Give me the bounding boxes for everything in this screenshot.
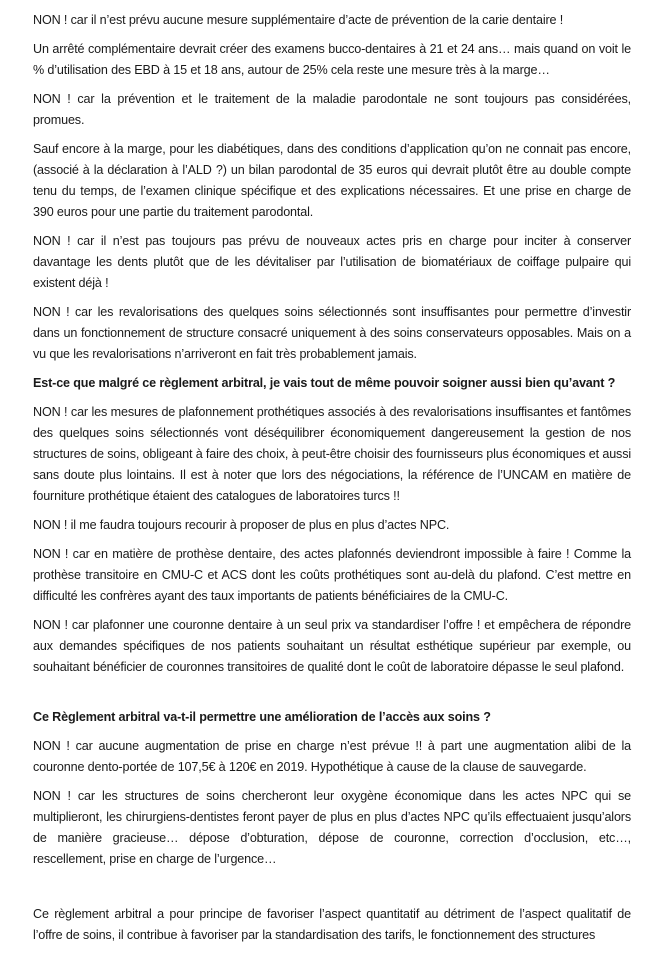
blank-line [33,878,631,904]
section-heading-acces-soins: Ce Règlement arbitral va-t-il permettre une amélioration de l’accès aux soins ? [33,710,491,724]
paragraph-conclusion: Ce règlement arbitral a pour principe de favoriser l’aspect quantitatif au détriment de l’aspect qualitatif de l’offre de soins, il contribue à favoriser par la standardisation des tarifs, le fonctionnement des structures [33,907,631,942]
paragraph-structures-oxygene: NON ! car les structures de soins chercheront leur oxygène économique dans les actes NPC qui se multiplieront, les chirurgiens-dentistes feront payer de plus en plus d’actes NPC qu’ils effectuaient jusqu’alors de manière gracieuse… dépose d’obturation, dépose de couronne, correction d’occlusion, etc…, rescellement, prise en charge de l’urgence… [33,789,631,866]
document-page [33,10,631,954]
paragraph-diabetiques-bilan: Sauf encore à la marge, pour les diabétiques, dans des conditions d’application qu’on ne connait pas encore, (associé à la déclaration à l’ALD ?) un bilan parodontal de 35 euros qui devrait plutôt être au double compte tenu du temps, de l’examen clinique spécifique et des explications nécessaires. Et une prise en charge de 390 euros pour une partie du traitement parodontal. [33,142,631,219]
paragraph-couronne-plafond: NON ! car plafonner une couronne dentaire à un seul prix va standardiser l’offre ! et empêchera de répondre aux demandes spécifiques de nos patients souhaitant un résultat esthétique supérieur par exemple, ou souhaitant bénéficier de couronnes transitoires de qualité dont le coût de laboratoire dépasse le seul plafond. [33,618,631,674]
blank-line [33,686,631,707]
paragraph-coiffage-pulpaire: NON ! car il n’est pas toujours pas prévu de nouveaux actes pris en charge pour inciter à conserver davantage les dents plutôt que de les dévitaliser par l’utilisation de biomatériaux de coiffage pulpaire qui existent déjà ! [33,234,631,290]
paragraph-prevention-carie: NON ! car il n’est prévu aucune mesure supplémentaire d’acte de prévention de la carie dentaire ! [33,13,564,27]
paragraph-examens-bucco-dentaires: Un arrêté complémentaire devrait créer des examens bucco-dentaires à 21 et 24 ans… mais quand on voit le % d’utilisation des EBD à 15 et 18 ans, autour de 25% cela reste une mesure très à la marge… [33,42,631,77]
paragraph-prothese-dentaire: NON ! car en matière de prothèse dentaire, des actes plafonnés deviendront impossible à faire ! Comme la prothèse transitoire en CMU-C et ACS dont les coûts prothétiques sont au-delà du plafond. C’est mettre en difficulté les confrères ayant des taux importants de patients bénéficiaires de la CMU-C. [33,547,631,603]
paragraph-maladie-parodontale: NON ! car la prévention et le traitement de la maladie parodontale ne sont toujours pas considérées, promues. [33,92,631,127]
paragraph-plafonnement-prothetique: NON ! car les mesures de plafonnement prothétiques associés à des revalorisations insuffisantes et fantômes des quelques soins sélectionnés vont déséquilibrer économiquement dangereusement la gestion de nos structures de soins, obligeant à faire des choix, à peut-être choisir des fournisseurs plus économiques et aussi sans doute plus lointains. Il est à noter que lors des négociations, la référence de l’UNCAM en matière de fourniture prothétique étaient des catalogues de laboratoires turcs !! [33,405,631,503]
paragraph-actes-npc: NON ! il me faudra toujours recourir à proposer de plus en plus d’actes NPC. [33,518,450,532]
paragraph-augmentation-prise-en-charge: NON ! car aucune augmentation de prise en charge n’est prévue !! à part une augmentation alibi de la couronne dento-portée de 107,5€ à 120€ en 2019. Hypothétique à cause de la clause de sauvegarde. [33,739,631,774]
section-heading-soigner: Est-ce que malgré ce règlement arbitral, je vais tout de même pouvoir soigner aussi bien qu’avant ? [33,376,616,390]
paragraph-revalorisations: NON ! car les revalorisations des quelques soins sélectionnés sont insuffisantes pour permettre d’investir dans un fonctionnement de structure consacré uniquement à des soins conservateurs opposables. Mais on a vu que les revalorisations n’arriveront en fait très probablement jamais. [33,305,631,361]
